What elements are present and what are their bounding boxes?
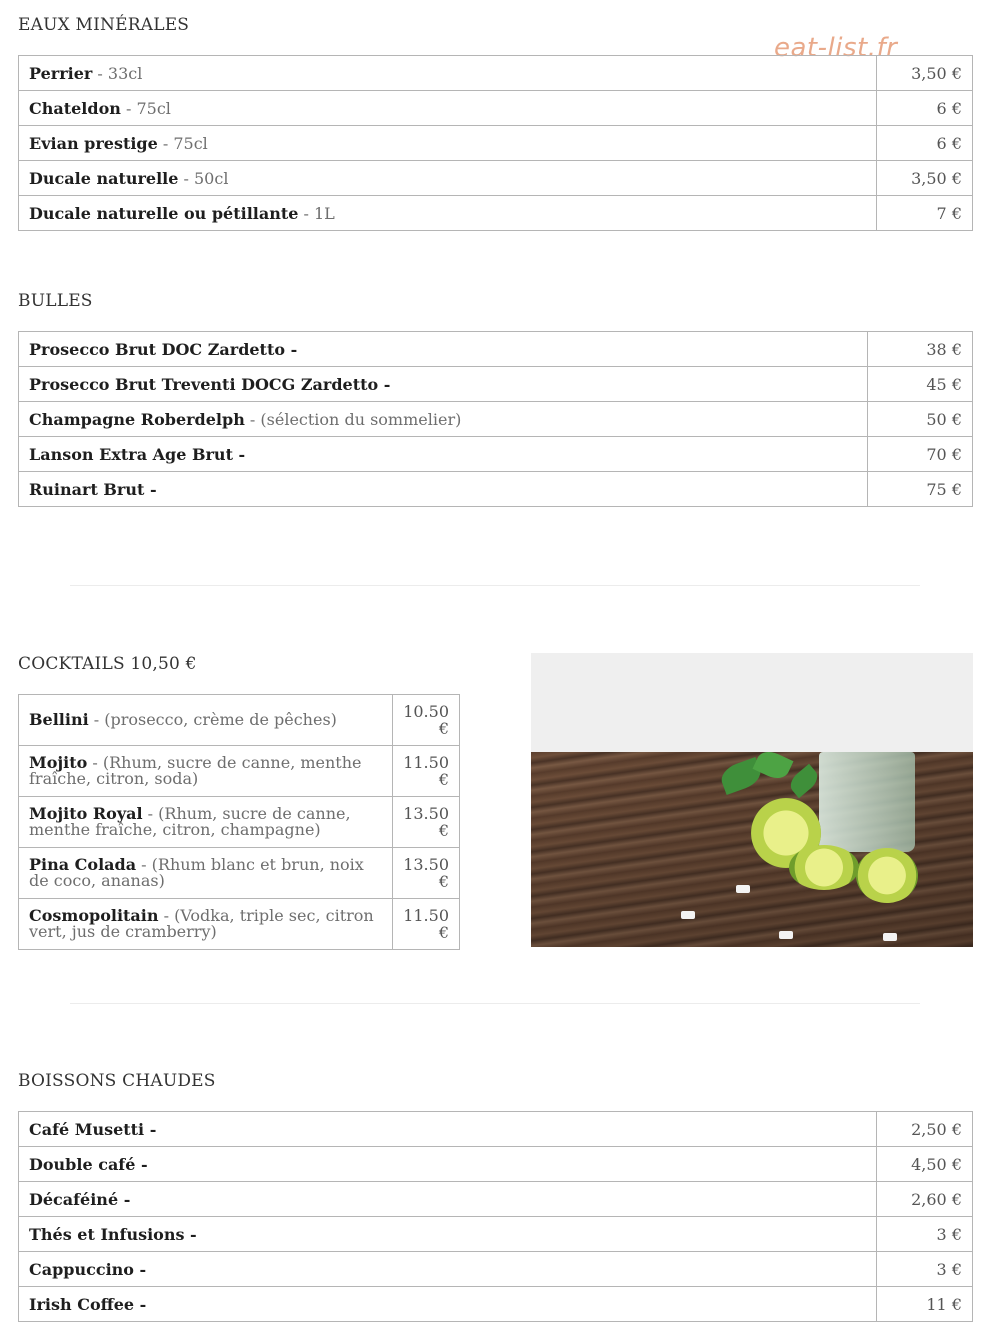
item-name-cell xyxy=(19,746,393,797)
item-name-cell xyxy=(19,1252,877,1287)
item-price: 38 € xyxy=(868,332,973,367)
ice-chip xyxy=(736,885,750,893)
item-name: Double café - xyxy=(29,1154,148,1174)
menu-row xyxy=(19,402,973,437)
item-name: Cosmopolitain xyxy=(29,906,159,925)
item-price: 45 € xyxy=(868,367,973,402)
item-name: Ducale naturelle xyxy=(29,168,179,188)
divider xyxy=(70,585,920,586)
item-name-cell xyxy=(19,797,393,848)
item-price: 11.50 € xyxy=(393,746,460,797)
item-name-cell xyxy=(19,161,877,196)
menu-row xyxy=(19,1217,973,1252)
item-price: 75 € xyxy=(868,472,973,507)
item-name: Thés et Infusions - xyxy=(29,1224,197,1244)
menu-rows xyxy=(19,1112,973,1322)
ice-chip xyxy=(883,933,897,941)
item-name-cell xyxy=(19,56,877,91)
menu-table-eaux xyxy=(18,55,973,231)
item-name: Mojito Royal xyxy=(29,804,143,823)
item-price: 3 € xyxy=(877,1252,973,1287)
item-price: 70 € xyxy=(868,437,973,472)
item-price: 4,50 € xyxy=(877,1147,973,1182)
menu-row xyxy=(19,1147,973,1182)
menu-table-chaudes xyxy=(18,1111,973,1322)
item-name: Lanson Extra Age Brut - xyxy=(29,444,246,464)
item-price: 2,60 € xyxy=(877,1182,973,1217)
item-name-cell xyxy=(19,848,393,899)
item-price: 10.50 € xyxy=(393,695,460,746)
menu-row xyxy=(19,56,973,91)
item-price: 6 € xyxy=(877,91,973,126)
menu-row xyxy=(19,899,460,950)
menu-row xyxy=(19,126,973,161)
item-detail: - 75cl xyxy=(120,98,171,118)
item-price: 50 € xyxy=(868,402,973,437)
menu-row xyxy=(19,161,973,196)
item-detail: - 33cl xyxy=(92,63,143,83)
item-name-cell xyxy=(19,899,393,950)
section-title-cocktails: COCKTAILS 10,50 € xyxy=(18,654,197,674)
menu-row xyxy=(19,1182,973,1217)
item-price: 11 € xyxy=(877,1287,973,1322)
menu-rows xyxy=(19,695,460,950)
item-name: Ducale naturelle ou pétillante xyxy=(29,203,299,223)
item-name: Café Musetti - xyxy=(29,1119,157,1139)
item-detail: - 1L xyxy=(298,203,335,223)
item-price: 3 € xyxy=(877,1217,973,1252)
menu-row xyxy=(19,1112,973,1147)
menu-table-bulles xyxy=(18,331,973,507)
menu-row xyxy=(19,1287,973,1322)
menu-table-cocktails xyxy=(18,694,460,950)
item-name-cell xyxy=(19,1182,877,1217)
ice-chip xyxy=(681,911,695,919)
watermark: eat-list.fr xyxy=(774,33,898,63)
item-name: Décaféiné - xyxy=(29,1189,131,1209)
section-title-chaudes: BOISSONS CHAUDES xyxy=(18,1071,216,1091)
menu-row xyxy=(19,437,973,472)
item-price: 3,50 € xyxy=(877,56,973,91)
mojito-glass xyxy=(819,752,915,852)
item-name-cell xyxy=(19,196,877,231)
item-name-cell xyxy=(19,437,868,472)
item-name-cell xyxy=(19,402,868,437)
item-price: 11.50 € xyxy=(393,899,460,950)
item-detail: - (sélection du sommelier) xyxy=(244,409,462,429)
item-price: 13.50 € xyxy=(393,848,460,899)
item-detail: - (Rhum, sucre de canne, menthe fraîche, citron, soda) xyxy=(29,753,362,788)
item-name-cell xyxy=(19,1287,877,1322)
item-detail: - 75cl xyxy=(157,133,208,153)
item-name: Prosecco Brut DOC Zardetto - xyxy=(29,339,298,359)
lime-wedge xyxy=(856,848,918,903)
ice-chip xyxy=(779,931,793,939)
item-name-cell xyxy=(19,472,868,507)
lime-wedge xyxy=(789,845,859,890)
menu-row xyxy=(19,367,973,402)
item-name-cell xyxy=(19,1147,877,1182)
item-detail: - 50cl xyxy=(178,168,229,188)
menu-row xyxy=(19,848,460,899)
item-detail: - (Vodka, triple sec, citron vert, jus de cramberry) xyxy=(29,906,374,941)
item-price: 2,50 € xyxy=(877,1112,973,1147)
menu-row xyxy=(19,797,460,848)
item-name-cell xyxy=(19,91,877,126)
menu-row xyxy=(19,91,973,126)
menu-row xyxy=(19,196,973,231)
item-name: Champagne Roberdelph xyxy=(29,409,245,429)
mojito-photo xyxy=(531,653,973,947)
item-detail: - (Rhum, sucre de canne, menthe fraîche, citron, champagne) xyxy=(29,804,351,839)
item-name-cell xyxy=(19,126,877,161)
menu-row xyxy=(19,332,973,367)
menu-row xyxy=(19,695,460,746)
item-detail: - (Rhum blanc et brun, noix de coco, ananas) xyxy=(29,855,364,890)
item-name: Irish Coffee - xyxy=(29,1294,147,1314)
item-name-cell xyxy=(19,332,868,367)
item-price: 13.50 € xyxy=(393,797,460,848)
item-name: Chateldon xyxy=(29,98,121,118)
section-title-bulles: BULLES xyxy=(18,291,93,311)
item-name: Bellini xyxy=(29,710,89,729)
item-name: Pina Colada xyxy=(29,855,137,874)
menu-row xyxy=(19,746,460,797)
item-price: 3,50 € xyxy=(877,161,973,196)
item-name: Perrier xyxy=(29,63,93,83)
item-name: Prosecco Brut Treventi DOCG Zardetto - xyxy=(29,374,391,394)
item-name-cell xyxy=(19,1112,877,1147)
menu-row xyxy=(19,472,973,507)
item-name: Ruinart Brut - xyxy=(29,479,157,499)
item-detail: - (prosecco, crème de pêches) xyxy=(88,710,337,729)
section-title-eaux: EAUX MINÉRALES xyxy=(18,15,190,35)
item-price: 6 € xyxy=(877,126,973,161)
item-name-cell xyxy=(19,367,868,402)
item-price: 7 € xyxy=(877,196,973,231)
item-name-cell xyxy=(19,695,393,746)
menu-rows xyxy=(19,332,973,507)
menu-rows xyxy=(19,56,973,231)
menu-row xyxy=(19,1252,973,1287)
item-name: Cappuccino - xyxy=(29,1259,147,1279)
divider xyxy=(70,1003,920,1004)
item-name-cell xyxy=(19,1217,877,1252)
item-name: Evian prestige xyxy=(29,133,158,153)
item-name: Mojito xyxy=(29,753,88,772)
